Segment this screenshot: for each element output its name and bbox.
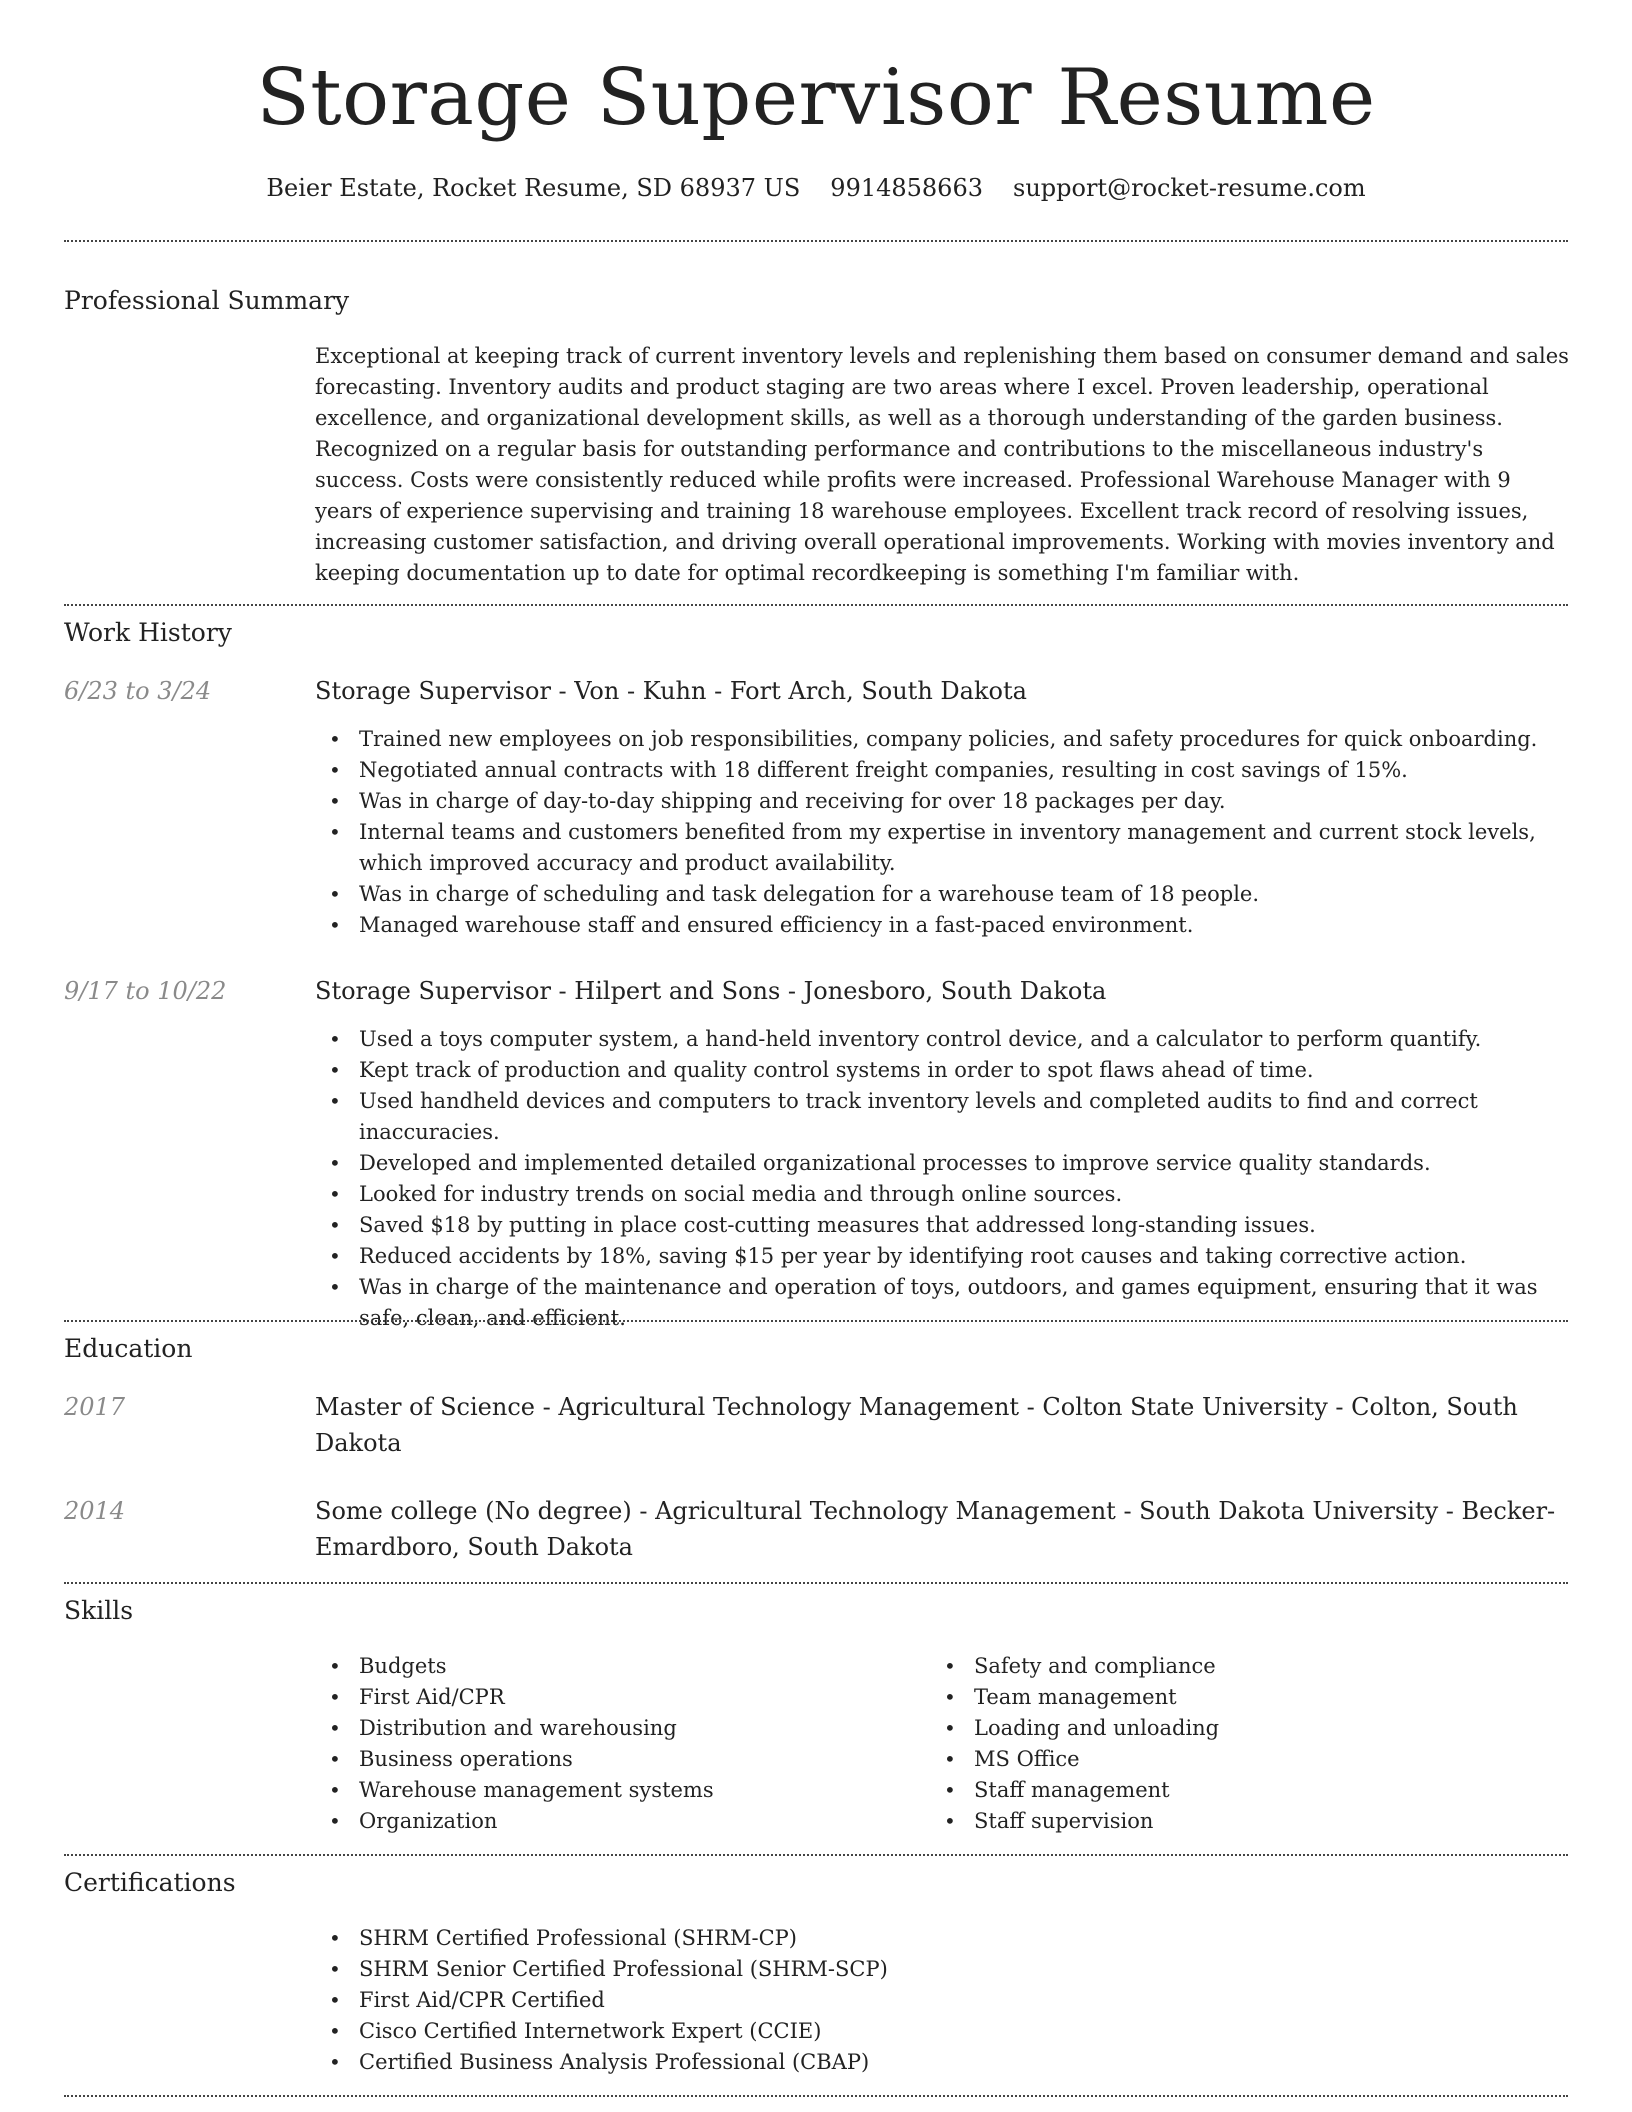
- list-item: • Reduced accidents by 18%, saving $15 per year by identifying root causes and taking corrective action.: [315, 1241, 1570, 1272]
- divider: [64, 2095, 1568, 2097]
- job-dates: 9/17 to 10/22: [64, 977, 227, 1005]
- section-title-summary: Professional Summary: [64, 286, 350, 315]
- list-item: • Managed warehouse staff and ensured efficiency in a fast-paced environment.: [315, 910, 1570, 941]
- list-item: • Warehouse management systems: [315, 1775, 930, 1806]
- certifications-list: [315, 1923, 1570, 2078]
- divider: [64, 240, 1568, 242]
- summary-text: Exceptional at keeping track of current inventory levels and replenishing them based on consumer demand and sales forecasting. Inventory audits and product staging are two areas where I excel. Proven leadership, operational excellence, and organizational development skills, as well as a thorough understanding of the garden business. Recognized on a regular basis for outstanding performance and contributions to the miscellaneous industry's success. Costs were consistently reduced while profits were increased. Professional Warehouse Manager with 9 years of experience supervising and training 18 warehouse employees. Excellent track record of resolving issues, increasing customer satisfaction, and driving overall operational improvements. Working with movies inventory and keeping documentation up to date for optimal recordkeeping is something I'm familiar with.: [315, 344, 1569, 585]
- job-duties-list: [315, 724, 1570, 941]
- contact-email: support@rocket-resume.com: [1013, 174, 1366, 202]
- divider: [64, 1854, 1568, 1856]
- list-item: • Developed and implemented detailed organizational processes to improve service quality standards.: [315, 1148, 1570, 1179]
- contact-line: [0, 168, 1632, 208]
- list-item: • Was in charge of the maintenance and operation of toys, outdoors, and games equipment, ensuring that it was safe, clean, and efficient.: [315, 1272, 1570, 1334]
- list-item: • First Aid/CPR Certified: [315, 1985, 1570, 2016]
- list-item: • SHRM Senior Certified Professional (SHRM-SCP): [315, 1954, 1570, 1985]
- list-item: • Business operations: [315, 1744, 930, 1775]
- section-title-certifications: Certifications: [64, 1868, 236, 1897]
- resume-title: Storage Supervisor Resume: [256, 53, 1376, 143]
- divider: [64, 604, 1568, 606]
- list-item: • Negotiated annual contracts with 18 different freight companies, resulting in cost savings of 15%.: [315, 755, 1570, 786]
- list-item: • First Aid/CPR: [315, 1682, 930, 1713]
- list-item: • Internal teams and customers benefited from my expertise in inventory management and current stock levels, which improved accuracy and product availability.: [315, 817, 1570, 879]
- education-year: 2014: [64, 1497, 126, 1525]
- skills-list-right: [930, 1651, 1568, 1837]
- list-item: • Kept track of production and quality control systems in order to spot flaws ahead of time.: [315, 1055, 1570, 1086]
- job-dates: 6/23 to 3/24: [64, 677, 212, 705]
- divider: [64, 1320, 1568, 1322]
- list-item: • Cisco Certified Internetwork Expert (CCIE): [315, 2016, 1570, 2047]
- list-item: • Safety and compliance: [930, 1651, 1568, 1682]
- list-item: • Saved $18 by putting in place cost-cutting measures that addressed long-standing issues.: [315, 1210, 1570, 1241]
- list-item: • Budgets: [315, 1651, 930, 1682]
- list-item: • Organization: [315, 1806, 930, 1837]
- list-item: • Certified Business Analysis Professional (CBAP): [315, 2047, 1570, 2078]
- contact-address: Beier Estate, Rocket Resume, SD 68937 US: [266, 174, 801, 202]
- divider: [64, 1582, 1568, 1584]
- list-item: • Looked for industry trends on social media and through online sources.: [315, 1179, 1570, 1210]
- list-item: • Trained new employees on job responsibilities, company policies, and safety procedures for quick onboarding.: [315, 724, 1570, 755]
- job-title: Storage Supervisor - Hilpert and Sons - Jonesboro, South Dakota: [315, 977, 1107, 1005]
- list-item: • Staff management: [930, 1775, 1568, 1806]
- section-title-education: Education: [64, 1334, 193, 1363]
- job-title: Storage Supervisor - Von - Kuhn - Fort Arch, South Dakota: [315, 677, 1027, 705]
- list-item: • Loading and unloading: [930, 1713, 1568, 1744]
- job-duties-list: [315, 1024, 1570, 1334]
- list-item: • Staff supervision: [930, 1806, 1568, 1837]
- list-item: • Was in charge of scheduling and task delegation for a warehouse team of 18 people.: [315, 879, 1570, 910]
- list-item: • MS Office: [930, 1744, 1568, 1775]
- education-year: 2017: [64, 1393, 126, 1421]
- skills-list-left: [315, 1651, 930, 1837]
- section-title-work-history: Work History: [64, 618, 232, 647]
- education-title: Master of Science - Agricultural Technology Management - Colton State University - Colton, South Dakota: [315, 1393, 1518, 1457]
- list-item: • Distribution and warehousing: [315, 1713, 930, 1744]
- list-item: • Used handheld devices and computers to track inventory levels and completed audits to find and correct inaccuracies.: [315, 1086, 1570, 1148]
- list-item: • Team management: [930, 1682, 1568, 1713]
- list-item: • Was in charge of day-to-day shipping and receiving for over 18 packages per day.: [315, 786, 1570, 817]
- list-item: • SHRM Certified Professional (SHRM-CP): [315, 1923, 1570, 1954]
- section-title-skills: Skills: [64, 1596, 134, 1625]
- list-item: • Used a toys computer system, a hand-held inventory control device, and a calculator to perform quantify.: [315, 1024, 1570, 1055]
- education-title: Some college (No degree) - Agricultural Technology Management - South Dakota University - Becker-Emardboro, South Dakota: [315, 1497, 1556, 1561]
- contact-phone: 9914858663: [830, 174, 983, 202]
